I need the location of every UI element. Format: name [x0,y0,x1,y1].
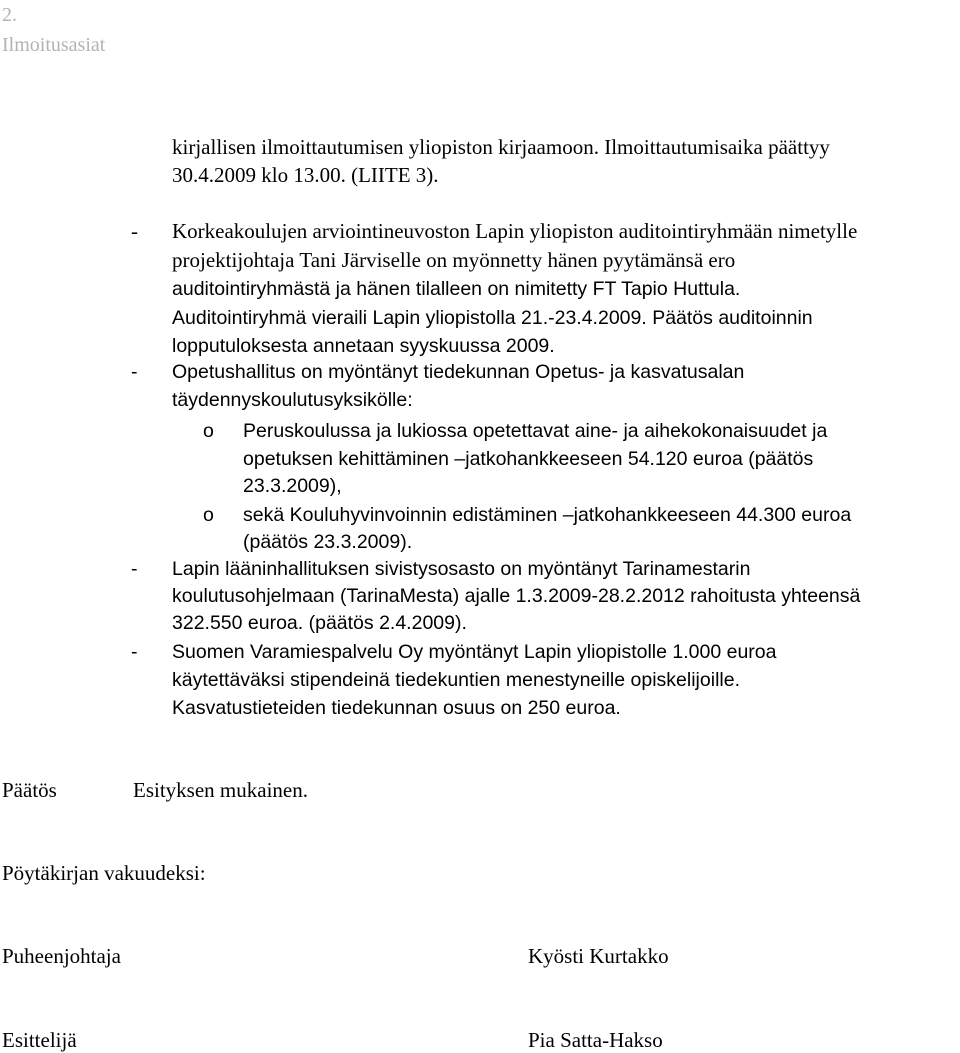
signature-role: Esittelijä [2,1028,77,1052]
dash-marker: - [131,641,138,663]
section-title: Ilmoitusasiat [2,34,106,56]
dash-marker: - [131,219,138,243]
item4-line-2: käytettäväksi stipendeinä tiedekuntien menestyneille opiskelijoille. [172,669,740,691]
signature-name: Kyösti Kurtakko [528,944,669,968]
signature-role: Puheenjohtaja [2,944,121,968]
item1-line-5: lopputuloksesta annetaan syyskuussa 2009. [172,335,555,357]
item2-line-1: Opetushallitus on myöntänyt tiedekunnan Opetus- ja kasvatusalan [172,361,745,383]
item3-line-3: 322.550 euroa. (päätös 2.4.2009). [172,612,467,634]
decision-label: Päätös [2,778,57,802]
intro-line-1: kirjallisen ilmoittautumisen yliopiston kirjaamoon. Ilmoittautumisaika päättyy [172,135,830,159]
item1-line-4: Auditointiryhmä vieraili Lapin yliopistolla 21.-23.4.2009. Päätös auditoinnin [172,307,813,329]
section-number: 2. [2,4,17,26]
item3-line-1: Lapin lääninhallituksen sivistysosasto on myöntänyt Tarinamestarin [172,558,751,580]
item1-line-3: auditointiryhmästä ja hänen tilalleen on nimitetty FT Tapio Huttula. [172,278,741,300]
minutes-label: Pöytäkirjan vakuudeksi: [2,861,206,885]
item1-line-1: Korkeakoulujen arviointineuvoston Lapin yliopiston auditointiryhmään nimetylle [172,219,858,243]
item2-sub2-line-1: sekä Kouluhyvinvoinnin edistäminen –jatkohankkeeseen 44.300 euroa [243,504,852,526]
section-header [2,0,105,60]
decision-text: Esityksen mukainen. [133,778,308,802]
item2-sub1-line-1: Peruskoulussa ja lukiossa opetettavat aine- ja aihekokonaisuudet ja [243,420,828,442]
item4-line-1: Suomen Varamiespalvelu Oy myöntänyt Lapin yliopistolle 1.000 euroa [172,641,777,663]
intro-line-2: 30.4.2009 klo 13.00. (LIITE 3). [172,163,439,187]
item4-line-3: Kasvatustieteiden tiedekunnan osuus on 250 euroa. [172,697,621,719]
signature-name: Pia Satta-Hakso [528,1028,663,1052]
dash-marker: - [131,361,138,383]
dash-marker: - [131,558,138,580]
item2-sub1-line-2: opetuksen kehittäminen –jatkohankkeeseen 54.120 euroa (päätös [243,448,814,470]
item1-line-2: projektijohtaja Tani Järviselle on myönnetty hänen pyytämänsä ero [172,248,736,272]
item3-line-2: koulutusohjelmaan (TarinaMesta) ajalle 1.3.2009-28.2.2012 rahoitusta yhteensä [172,585,861,607]
bullet-marker: o [203,504,214,526]
bullet-marker: o [203,420,214,442]
item2-sub1-line-3: 23.3.2009), [243,475,342,497]
item2-sub2-line-2: (päätös 23.3.2009). [243,531,413,553]
item2-line-2: täydennyskoulutusyksikölle: [172,389,413,411]
